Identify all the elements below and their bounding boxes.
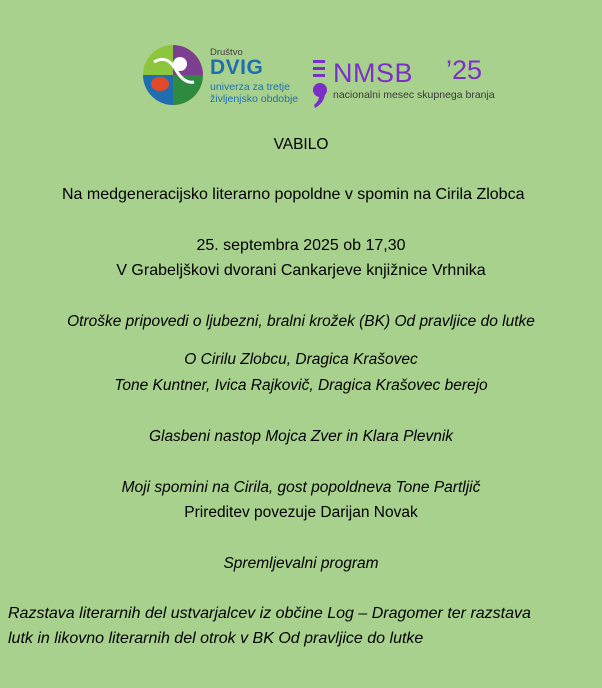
accompanying-program-heading: Spremljevalni program <box>223 555 379 572</box>
program-item-4: Glasbeni nastop Mojca Zver in Klara Plevnik <box>148 428 454 445</box>
event-date-time: 25. septembra 2025 ob 17,30 <box>196 237 406 254</box>
program-item-2: O Cirilu Zlobcu, Dragica Krašovec <box>184 351 418 368</box>
invitation-heading: VABILO <box>273 136 329 153</box>
invitation-intro: Na medgeneracijsko literarno popoldne v spomin na Cirila Zlobca <box>62 186 525 203</box>
event-venue: V Grabeljškovi dvorani Cankarjeve knjižnice Vrhnika <box>116 262 486 279</box>
dvig-logo-icon <box>142 44 204 106</box>
exhibition-line-1: Razstava literarnih del ustvarjalcev iz občine Log – Dragomer ter razstava <box>8 605 531 622</box>
exhibition-line-2: lutk in likovno literarnih del otrok v BK Od pravljice do lutke <box>8 630 424 647</box>
nmsb-subtitle: nacionalni mesec skupnega branja <box>333 89 495 101</box>
program-item-3: Tone Kuntner, Ivica Rajkovič, Dragica Krašovec berejo <box>114 377 488 394</box>
dvig-tagline-2: življenjsko obdobje <box>210 93 299 105</box>
event-host: Prireditev povezuje Darijan Novak <box>184 504 418 521</box>
dvig-small-label: Društvo <box>210 47 243 58</box>
nmsb-logo-icon <box>310 58 330 110</box>
dvig-name: DVIG <box>210 56 264 79</box>
nmsb-year: ’25 <box>446 55 483 85</box>
nmsb-name: NMSB <box>333 58 414 88</box>
program-item-5: Moji spomini na Cirila, gost popoldneva Tone Partljič <box>121 479 481 496</box>
program-item-1: Otroške pripovedi o ljubezni, bralni krožek (BK) Od pravljice do lutke <box>67 313 535 330</box>
dvig-tagline-1: univerza za tretje <box>210 81 290 93</box>
